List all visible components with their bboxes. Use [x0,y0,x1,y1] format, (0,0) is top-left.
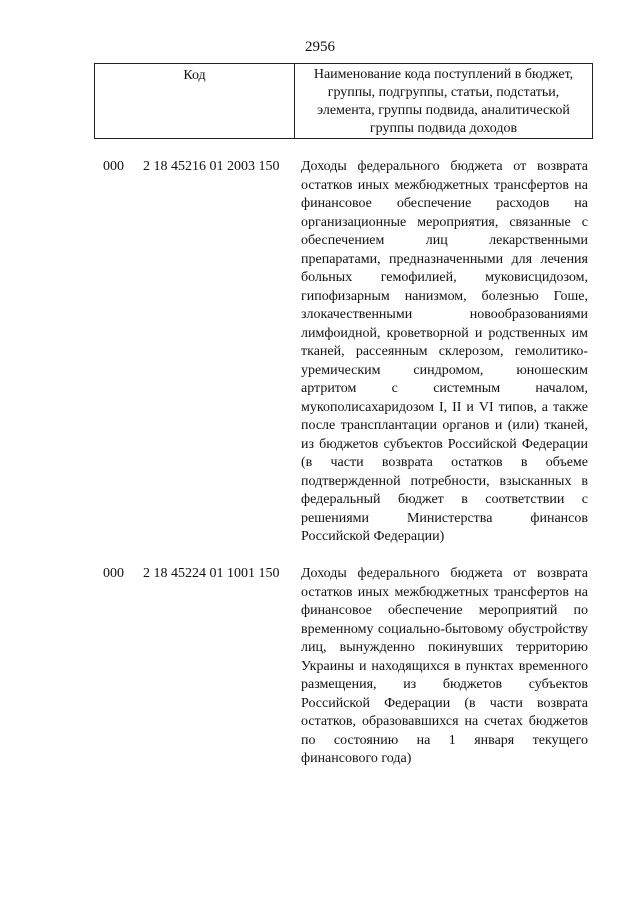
table-header [94,63,593,139]
revenue-code: 2 18 45216 01 2003 150 [143,159,280,174]
page-number: 2956 [305,39,335,55]
admin-code: 000 [103,566,124,581]
header-code-column: Код [95,64,295,138]
revenue-description: Доходы федерального бюджета от возврата остатков иных межбюджетных трансфертов на финансовое обеспечение расходов на организационные мероприятия, связанные с обеспечением лиц лекарственными препаратами, предназначенными для лечения больных гемофилией, муковисцидозом, гипофизарным нанизмом, болезнью Гоше, злокачественными новообразованиями лимфоидной, кроветворной и родственных им тканей, рассеянным склерозом, гемолитико-уремическим синдромом, юношеским артритом с системным началом, мукополисахаридозом I, II и VI типов, а также после трансплантации органов и (или) тканей, из бюджетов субъектов Российской Федерации (в части возврата остатков в объеме подтвержденной потребности, взысканных в федеральный бюджет в соответствии с решениями Министерства финансов Российской Федерации) [301,159,588,544]
revenue-description: Доходы федерального бюджета от возврата остатков иных межбюджетных трансфертов на финансовое обеспечение мероприятий по временному социально-бытовому обустройству лиц, вынужденно покинувших территорию Украины и находящихся в пунктах временного размещения, из бюджетов субъектов Российской Федерации (в части возврата остатков, образовавшихся на счетах бюджетов по состоянию на 1 января текущего финансового года) [301,566,588,766]
header-name-column: Наименование кода поступлений в бюджет, группы, подгруппы, статьи, подстатьи, элемента, группы подвида, аналитической группы подвида доходов [313,67,574,136]
revenue-code: 2 18 45224 01 1001 150 [143,566,280,581]
admin-code: 000 [103,159,124,174]
